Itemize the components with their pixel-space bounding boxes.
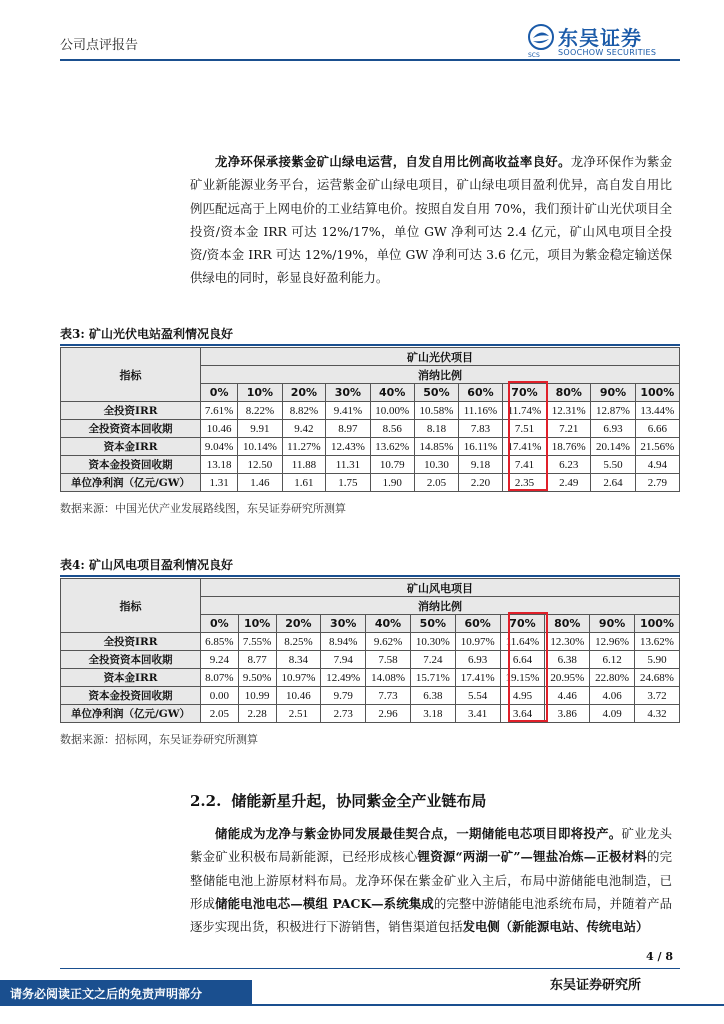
- table4-group-header: 矿山风电项目: [201, 579, 680, 597]
- section-title-text: 储能新星升起，协同紫金全产业链布局: [231, 792, 487, 810]
- table4-col-header: 0%: [201, 615, 239, 633]
- table4-source: 数据来源：招标网，东吴证券研究所测算: [60, 733, 258, 746]
- table-row: [61, 420, 680, 438]
- table3-cell: 1.75: [326, 474, 370, 492]
- table3-cell: 7.51: [502, 420, 546, 438]
- table4-cell: 7.73: [366, 687, 411, 705]
- table3-cell: 8.82%: [282, 402, 326, 420]
- table3-cell: 8.56: [370, 420, 414, 438]
- table3-cell: 9.18: [459, 456, 503, 474]
- table3-cell: 11.27%: [282, 438, 326, 456]
- table4-corner: 指标: [61, 579, 201, 633]
- table3-cell: 12.50: [238, 456, 282, 474]
- table-row: [61, 669, 680, 687]
- logo-abbr-text: SCS: [528, 52, 540, 59]
- table3-cell: 7.83: [459, 420, 503, 438]
- table-row: [61, 687, 680, 705]
- table3-cell: 2.05: [414, 474, 458, 492]
- table4-cell: 19.15%: [500, 669, 545, 687]
- table3-cell: 10.58%: [414, 402, 458, 420]
- table3-row-label: 单位净利润（亿元/GW）: [61, 474, 201, 492]
- table4-cell: 10.97%: [276, 669, 321, 687]
- table3-col-header: 100%: [635, 384, 679, 402]
- table4-cell: 4.06: [590, 687, 635, 705]
- table3-cell: 11.88: [282, 456, 326, 474]
- table3-col-header: 70%: [502, 384, 546, 402]
- logo-en-text: SOOCHOW SECURITIES: [558, 48, 657, 57]
- table4-cell: 15.71%: [410, 669, 455, 687]
- footer-bar: [252, 1004, 724, 1006]
- table3-cell: 13.44%: [635, 402, 679, 420]
- storage-paragraph: [190, 822, 672, 938]
- table4-row-label: 全投资资本回收期: [61, 651, 201, 669]
- table3-cell: 1.46: [238, 474, 282, 492]
- table3-cell: 11.16%: [459, 402, 503, 420]
- table4-cell: 7.58: [366, 651, 411, 669]
- table-row: [61, 651, 680, 669]
- table3-col-header: 20%: [282, 384, 326, 402]
- table4-cell: 4.46: [545, 687, 590, 705]
- table3-cell: 10.30: [414, 456, 458, 474]
- table4-cell: 6.64: [500, 651, 545, 669]
- table4-cell: 7.55%: [238, 633, 276, 651]
- table3-col-header: 50%: [414, 384, 458, 402]
- table4-cell: 3.18: [410, 705, 455, 723]
- table3-col-header: 10%: [238, 384, 282, 402]
- table3-cell: 1.31: [201, 474, 238, 492]
- table-row: [61, 438, 680, 456]
- table-row: [61, 633, 680, 651]
- logo-cn-text: 东吴证券: [558, 26, 642, 50]
- table4-cell: 2.05: [201, 705, 239, 723]
- table3-cell: 9.42: [282, 420, 326, 438]
- table4-cell: 6.93: [455, 651, 500, 669]
- table4-cell: 6.85%: [201, 633, 239, 651]
- table4-col-header: 60%: [455, 615, 500, 633]
- table3-cell: 13.62%: [370, 438, 414, 456]
- table4-cell: 7.94: [321, 651, 366, 669]
- table3-cell: 21.56%: [635, 438, 679, 456]
- table3-cell: 1.90: [370, 474, 414, 492]
- table4-cell: 14.08%: [366, 669, 411, 687]
- table4-cell: 8.34: [276, 651, 321, 669]
- storage-lead: 储能成为龙净与紫金协同发展最佳契合点，一期储能电芯项目即将投产。: [215, 826, 622, 841]
- table4-col-header: 40%: [366, 615, 411, 633]
- table4-cell: 5.54: [455, 687, 500, 705]
- table3-highlight-70: [508, 381, 548, 491]
- table3-cell: 7.21: [547, 420, 591, 438]
- table4-cell: 3.64: [500, 705, 545, 723]
- table4-title: 表4: 矿山风电项目盈利情况良好: [60, 558, 233, 572]
- table4-cell: 9.50%: [238, 669, 276, 687]
- table3-cell: 9.04%: [201, 438, 238, 456]
- table4-cell: 12.96%: [590, 633, 635, 651]
- table4-cell: 4.09: [590, 705, 635, 723]
- table4-cell: 11.64%: [500, 633, 545, 651]
- table4-cell: 6.12: [590, 651, 635, 669]
- company-logo: [528, 22, 678, 62]
- storage-bold-2: 储能电池电芯—模组 PACK—系统集成: [215, 895, 434, 911]
- table3-top-rule: [60, 344, 680, 346]
- table3-cell: 10.14%: [238, 438, 282, 456]
- table3-cell: 10.00%: [370, 402, 414, 420]
- table4-cell: 22.80%: [590, 669, 635, 687]
- table3-cell: 6.23: [547, 456, 591, 474]
- table-row: [61, 705, 680, 723]
- table3-cell: 2.79: [635, 474, 679, 492]
- table3-corner: 指标: [61, 348, 201, 402]
- table4-cell: 0.00: [201, 687, 239, 705]
- header-divider: [60, 59, 680, 61]
- table4-cell: 3.41: [455, 705, 500, 723]
- table4-highlight-70: [508, 612, 548, 722]
- table3-col-header: 40%: [370, 384, 414, 402]
- table4-cell: 8.25%: [276, 633, 321, 651]
- table3-col-header: 80%: [547, 384, 591, 402]
- table3-col-header: 60%: [459, 384, 503, 402]
- table3-cell: 9.41%: [326, 402, 370, 420]
- table4-cell: 13.62%: [635, 633, 680, 651]
- table3-cell: 2.20: [459, 474, 503, 492]
- table4-cell: 9.62%: [366, 633, 411, 651]
- table3-col-header: 90%: [591, 384, 635, 402]
- intro-paragraph: [190, 150, 672, 290]
- table3-row-label: 全投资IRR: [61, 402, 201, 420]
- table4-cell: 20.95%: [545, 669, 590, 687]
- intro-body: 龙净环保作为紫金矿业新能源业务平台，运营紫金矿山绿电项目，矿山绿电项目盈利优异，高自发自用比例匹配远高于上网电价的工业结算电价。按照自发自用 70%，我们预计矿山光伏项目全投资/资本金 IRR 可达 12%/17%，单位 GW 净利可达 2.4 亿元，矿山风电项目全投资/资本金 IRR 可达 12%/19%，单位 GW 净利可达 3.6 亿元，项目为紫金稳定输送保供绿电的同时，彰显良好盈利能力。: [190, 154, 672, 286]
- table3-title: 表3: 矿山光伏电站盈利情况良好: [60, 327, 233, 341]
- table4-col-header: 100%: [635, 615, 680, 633]
- table3-cell: 2.64: [591, 474, 635, 492]
- table4-cell: 9.79: [321, 687, 366, 705]
- table4-col-header: 50%: [410, 615, 455, 633]
- table4-cell: 2.73: [321, 705, 366, 723]
- table4-cell: 10.99: [238, 687, 276, 705]
- table4-cell: 24.68%: [635, 669, 680, 687]
- table4-col-header: 90%: [590, 615, 635, 633]
- table4-cell: 8.94%: [321, 633, 366, 651]
- table4-top-rule: [60, 575, 680, 577]
- table3: [60, 347, 680, 492]
- table4-cell: 9.24: [201, 651, 239, 669]
- logo-mark-icon: [528, 24, 554, 50]
- table-row: [61, 456, 680, 474]
- footer-divider: [60, 968, 680, 969]
- storage-text-3: 的完整中游储能电池系统布局，并随着产品逐步实现出货，积极进行下游销售，销售渠道包括: [190, 895, 672, 935]
- table3-cell: 6.93: [591, 420, 635, 438]
- table3-source: 数据来源：中国光伏产业发展路线图，东吴证券研究所测算: [60, 502, 346, 515]
- table3-sub-header: 消纳比例: [201, 366, 680, 384]
- table4-row-label: 资本金投资回收期: [61, 687, 201, 705]
- table3-cell: 4.94: [635, 456, 679, 474]
- footer-institute: 东吴证券研究所: [550, 978, 642, 993]
- table3-cell: 11.74%: [502, 402, 546, 420]
- table4-row-label: 资本金IRR: [61, 669, 201, 687]
- table3-cell: 7.41: [502, 456, 546, 474]
- table4-col-header: 80%: [545, 615, 590, 633]
- table3-cell: 2.35: [502, 474, 546, 492]
- table4-cell: 8.07%: [201, 669, 239, 687]
- table4-cell: 6.38: [410, 687, 455, 705]
- table3-cell: 7.61%: [201, 402, 238, 420]
- table3-cell: 8.22%: [238, 402, 282, 420]
- table4-cell: 5.90: [635, 651, 680, 669]
- table3-cell: 2.49: [547, 474, 591, 492]
- table3-cell: 20.14%: [591, 438, 635, 456]
- table4-cell: 4.95: [500, 687, 545, 705]
- table3-group-header: 矿山光伏项目: [201, 348, 680, 366]
- table3-cell: 12.87%: [591, 402, 635, 420]
- table4-cell: 2.96: [366, 705, 411, 723]
- table3-cell: 12.31%: [547, 402, 591, 420]
- table3-col-header: 0%: [201, 384, 238, 402]
- table4-cell: 12.49%: [321, 669, 366, 687]
- table4-cell: 4.32: [635, 705, 680, 723]
- section-heading: [190, 790, 486, 811]
- table4-cell: 2.51: [276, 705, 321, 723]
- table3-cell: 18.76%: [547, 438, 591, 456]
- doc-type-label: 公司点评报告: [60, 38, 139, 53]
- table3-cell: 10.46: [201, 420, 238, 438]
- table4-cell: 10.97%: [455, 633, 500, 651]
- table4-cell: 3.86: [545, 705, 590, 723]
- storage-bold-1: 锂资源“两湖一矿”—锂盐冶炼—正极材料: [417, 849, 647, 865]
- table3-row-label: 资本金IRR: [61, 438, 201, 456]
- table3-cell: 13.18: [201, 456, 238, 474]
- table3-cell: 9.91: [238, 420, 282, 438]
- table3-cell: 5.50: [591, 456, 635, 474]
- table3-cell: 12.43%: [326, 438, 370, 456]
- table3-cell: 1.61: [282, 474, 326, 492]
- table4-cell: 10.46: [276, 687, 321, 705]
- table4-row-label: 单位净利润（亿元/GW）: [61, 705, 201, 723]
- table3-cell: 17.41%: [502, 438, 546, 456]
- section-number: 2.2.: [190, 792, 222, 810]
- table-row: [61, 474, 680, 492]
- table3-cell: 14.85%: [414, 438, 458, 456]
- table4-col-header: 10%: [238, 615, 276, 633]
- table4-sub-header: 消纳比例: [201, 597, 680, 615]
- page-number: 4 / 8: [646, 950, 673, 963]
- table4-col-header: 20%: [276, 615, 321, 633]
- table3-cell: 8.97: [326, 420, 370, 438]
- footer-disclaimer: 请务必阅读正文之后的免责声明部分: [0, 980, 252, 1006]
- table3-cell: 16.11%: [459, 438, 503, 456]
- table-row: [61, 402, 680, 420]
- table3-cell: 8.18: [414, 420, 458, 438]
- table4-cell: 8.77: [238, 651, 276, 669]
- table3-cell: 6.66: [635, 420, 679, 438]
- intro-lead: 龙净环保承接紫金矿山绿电运营，自发自用比例高收益率良好。: [215, 154, 571, 169]
- table4-cell: 12.30%: [545, 633, 590, 651]
- table4-cell: 10.30%: [410, 633, 455, 651]
- storage-bold-3: 发电侧（新能源电站、传统电站）: [462, 919, 649, 935]
- table4-cell: 6.38: [545, 651, 590, 669]
- storage-text-2: 的完整储能电池上游原材料布局。龙净环保在紫金矿业入主后，布局中游储能电池制造，已形成: [190, 849, 673, 911]
- table4-col-header: 70%: [500, 615, 545, 633]
- table3-cell: 11.31: [326, 456, 370, 474]
- table3-row-label: 资本金投资回收期: [61, 456, 201, 474]
- table4-col-header: 30%: [321, 615, 366, 633]
- table3-cell: 10.79: [370, 456, 414, 474]
- table4-row-label: 全投资IRR: [61, 633, 201, 651]
- table4: [60, 578, 680, 723]
- table4-cell: 17.41%: [455, 669, 500, 687]
- table4-cell: 7.24: [410, 651, 455, 669]
- table3-row-label: 全投资资本回收期: [61, 420, 201, 438]
- table4-cell: 3.72: [635, 687, 680, 705]
- storage-text-1: 矿业龙头紫金矿业积极布局新能源，已经形成核心: [190, 826, 672, 865]
- table4-cell: 2.28: [238, 705, 276, 723]
- table3-col-header: 30%: [326, 384, 370, 402]
